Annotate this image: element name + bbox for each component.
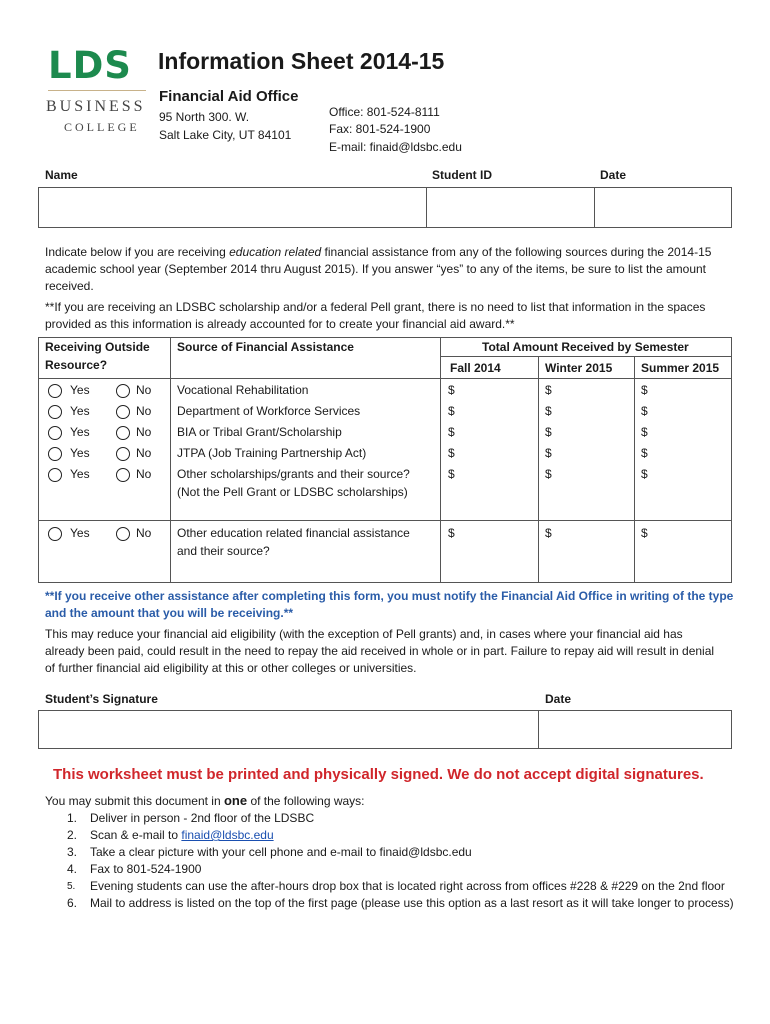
name-label: Name: [45, 168, 78, 182]
print-warning-heading: This worksheet must be printed and physically signed. We do not accept digital signatures.: [53, 766, 704, 783]
name-field[interactable]: [38, 187, 427, 228]
no-radio[interactable]: [116, 468, 130, 482]
student-id-field[interactable]: [426, 187, 595, 228]
yes-label: Yes: [70, 446, 90, 460]
no-radio[interactable]: [116, 384, 130, 398]
list-item: 6. Mail to address is listed on the top of the first page (please use this option as a last resort as it will take longer to process): [67, 896, 734, 910]
logo-college: COLLEGE: [64, 120, 140, 134]
source-sublabel: and their source?: [177, 544, 270, 558]
source-label: BIA or Tribal Grant/Scholarship: [177, 425, 342, 439]
list-item: 2. Scan & e-mail to finaid@ldsbc.edu: [67, 828, 274, 842]
col-header-summer: Summer 2015: [641, 361, 720, 375]
fall-amount[interactable]: $: [448, 526, 455, 540]
no-radio[interactable]: [116, 447, 130, 461]
no-label: No: [136, 383, 152, 397]
col-header-receiving: Receiving Outside Resource?: [45, 340, 150, 372]
notice-blue: **If you receive other assistance after completing this form, you must notify the Financial Aid Office in writing of the type and the amount that you will be receiving.**: [45, 589, 734, 620]
yes-label: Yes: [70, 467, 90, 481]
fall-amount[interactable]: $: [448, 383, 455, 397]
yes-radio[interactable]: [48, 426, 62, 440]
summer-amount[interactable]: $: [641, 404, 648, 418]
signature-date-label: Date: [545, 692, 572, 706]
signature-label: Student’s Signature: [45, 692, 158, 706]
fall-amount[interactable]: $: [448, 467, 455, 481]
yes-label: Yes: [70, 425, 90, 439]
winter-amount[interactable]: $: [545, 425, 552, 439]
logo-divider: [48, 90, 146, 91]
no-label: No: [136, 526, 152, 540]
source-label: Vocational Rehabilitation: [177, 383, 309, 397]
no-label: No: [136, 425, 152, 439]
yes-label: Yes: [70, 526, 90, 540]
col-header-source: Source of Financial Assistance: [177, 340, 354, 354]
winter-amount[interactable]: $: [545, 467, 552, 481]
logo-business: BUSINESS: [46, 98, 146, 115]
fall-amount[interactable]: $: [448, 404, 455, 418]
list-item: 1. Deliver in person - 2nd floor of the LDSBC: [67, 811, 315, 825]
yes-radio[interactable]: [48, 447, 62, 461]
col-header-total: Total Amount Received by Semester: [482, 340, 689, 354]
source-sublabel: (Not the Pell Grant or LDSBC scholarships): [177, 485, 408, 499]
yes-radio[interactable]: [48, 384, 62, 398]
signature-field[interactable]: [38, 710, 539, 749]
list-item: 3. Take a clear picture with your cell phone and e-mail to finaid@ldsbc.edu: [67, 845, 472, 859]
source-label: JTPA (Job Training Partnership Act): [177, 446, 367, 460]
signature-date-field[interactable]: [538, 710, 732, 749]
yes-radio[interactable]: [48, 468, 62, 482]
summer-amount[interactable]: $: [641, 526, 648, 540]
source-label: Department of Workforce Services: [177, 404, 361, 418]
source-label: Other education related financial assistance: [177, 526, 410, 540]
summer-amount[interactable]: $: [641, 383, 648, 397]
office-phone: Office: 801-524-8111: [329, 105, 440, 119]
submission-options-list: [45, 810, 735, 912]
no-radio[interactable]: [116, 405, 130, 419]
summer-amount[interactable]: $: [641, 467, 648, 481]
yes-label: Yes: [70, 404, 90, 418]
intro-note: **If you are receiving an LDSBC scholarship and/or a federal Pell grant, there is no need to list that information in the spaces provided as this information is already accounted for to create your financial aid award.**: [45, 300, 706, 331]
yes-radio[interactable]: [48, 405, 62, 419]
list-item: 5. Evening students can use the after-hours drop box that is located right across from offices #228 & #229 on the 2nd floor: [67, 879, 725, 893]
office-name: Financial Aid Office: [159, 88, 299, 105]
no-radio[interactable]: [116, 527, 130, 541]
fall-amount[interactable]: $: [448, 446, 455, 460]
fall-amount[interactable]: $: [448, 425, 455, 439]
email-link[interactable]: finaid@ldsbc.edu: [181, 828, 274, 842]
col-header-winter: Winter 2015: [545, 361, 613, 375]
yes-radio[interactable]: [48, 527, 62, 541]
office-email: E-mail: finaid@ldsbc.edu: [329, 140, 462, 154]
no-label: No: [136, 467, 152, 481]
no-label: No: [136, 404, 152, 418]
winter-amount[interactable]: $: [545, 526, 552, 540]
list-item: 4. Fax to 801-524-1900: [67, 862, 202, 876]
summer-amount[interactable]: $: [641, 425, 648, 439]
winter-amount[interactable]: $: [545, 446, 552, 460]
winter-amount[interactable]: $: [545, 404, 552, 418]
notice-body: This may reduce your financial aid eligibility (with the exception of Pell grants) and, in cases where your financial aid has already been paid, could result in the need to repay the aid received in whole or in part. Failure to repay aid will result in denial of further financial aid eligibility at this or other colleges or universities.: [45, 627, 715, 675]
date-label: Date: [600, 168, 627, 182]
date-field[interactable]: [594, 187, 732, 228]
source-label: Other scholarships/grants and their source?: [177, 467, 410, 481]
page-title: Information Sheet 2014-15: [158, 48, 445, 74]
address-line-2: Salt Lake City, UT 84101: [159, 128, 292, 142]
no-radio[interactable]: [116, 426, 130, 440]
office-fax: Fax: 801-524-1900: [329, 122, 431, 136]
logo-lds: LDS: [48, 44, 132, 87]
submit-intro: You may submit this document in one of the following ways:: [45, 793, 365, 808]
address-line-1: 95 North 300. W.: [159, 110, 250, 124]
winter-amount[interactable]: $: [545, 383, 552, 397]
intro-paragraph: Indicate below if you are receiving education related financial assistance from any of the following sources during the 2014-15 academic school year (September 2014 thru August 2015). If you answer “yes” to any of the items, be sure to list the amount received.: [45, 245, 712, 293]
yes-label: Yes: [70, 383, 90, 397]
summer-amount[interactable]: $: [641, 446, 648, 460]
student-id-label: Student ID: [432, 168, 492, 182]
no-label: No: [136, 446, 152, 460]
col-header-fall: Fall 2014: [450, 361, 501, 375]
